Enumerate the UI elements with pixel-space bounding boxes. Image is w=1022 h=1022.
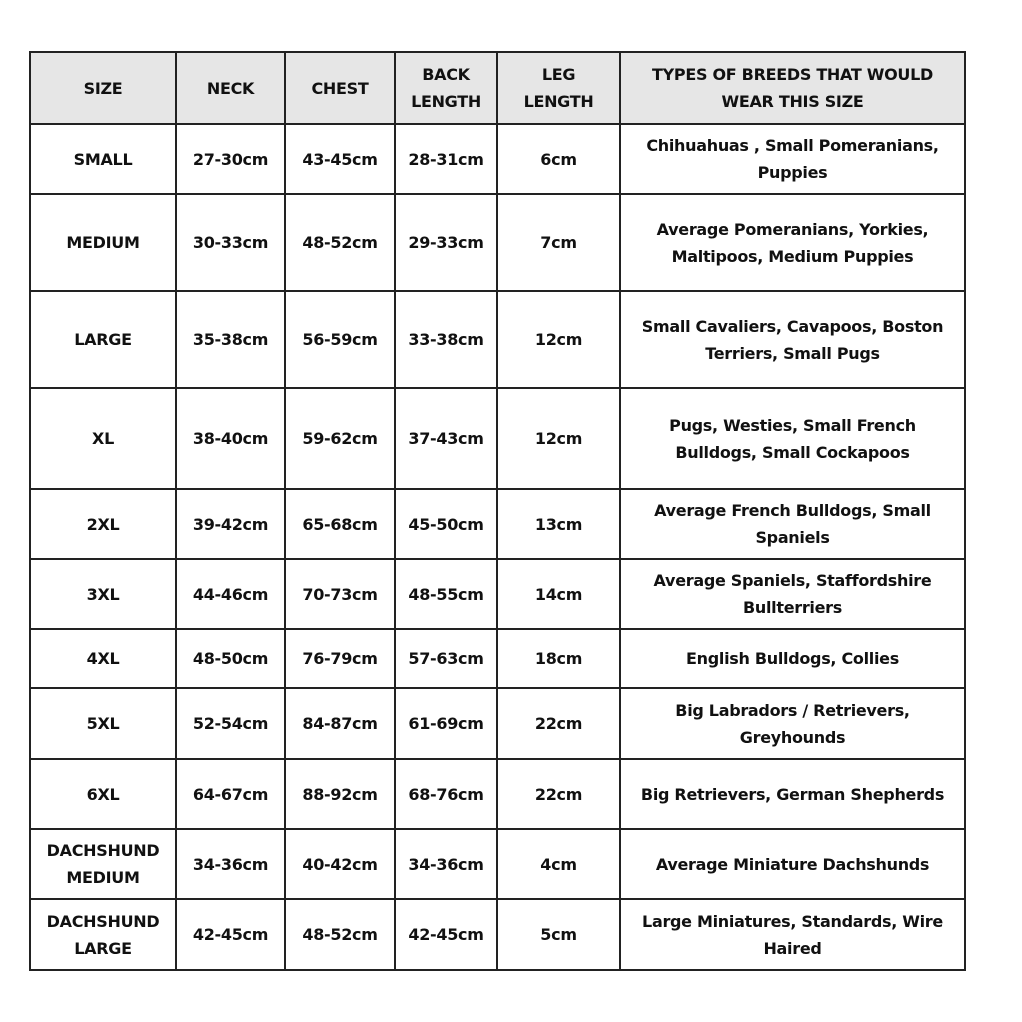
neck-cell: 38-40cm <box>176 388 285 489</box>
breeds-cell: Average French Bulldogs, Small Spaniels <box>620 489 965 559</box>
breeds-cell: Pugs, Westies, Small French Bulldogs, Small Cockapoos <box>620 388 965 489</box>
breeds-cell: Large Miniatures, Standards, Wire Haired <box>620 899 965 970</box>
breeds-cell: Chihuahuas , Small Pomeranians, Puppies <box>620 124 965 194</box>
back-length-cell: 37-43cm <box>395 388 497 489</box>
chest-cell: 48-52cm <box>285 899 395 970</box>
leg-length-cell: 18cm <box>497 629 620 688</box>
header-chest: CHEST <box>285 52 395 124</box>
size-cell: MEDIUM <box>30 194 176 291</box>
neck-cell: 39-42cm <box>176 489 285 559</box>
size-cell: SMALL <box>30 124 176 194</box>
leg-length-cell: 12cm <box>497 291 620 388</box>
leg-length-cell: 5cm <box>497 899 620 970</box>
back-length-cell: 48-55cm <box>395 559 497 629</box>
breeds-cell: Big Retrievers, German Shepherds <box>620 759 965 829</box>
back-length-cell: 42-45cm <box>395 899 497 970</box>
neck-cell: 30-33cm <box>176 194 285 291</box>
neck-cell: 44-46cm <box>176 559 285 629</box>
chest-cell: 40-42cm <box>285 829 395 899</box>
back-length-cell: 29-33cm <box>395 194 497 291</box>
table-row <box>30 489 965 559</box>
size-cell: 3XL <box>30 559 176 629</box>
breeds-cell: Average Spaniels, Staffordshire Bullterriers <box>620 559 965 629</box>
chest-cell: 88-92cm <box>285 759 395 829</box>
leg-length-cell: 22cm <box>497 759 620 829</box>
size-cell: DACHSHUND LARGE <box>30 899 176 970</box>
size-cell: 5XL <box>30 688 176 759</box>
header-size: SIZE <box>30 52 176 124</box>
breeds-cell: Big Labradors / Retrievers, Greyhounds <box>620 688 965 759</box>
table-row <box>30 559 965 629</box>
table-row <box>30 688 965 759</box>
table-row <box>30 194 965 291</box>
leg-length-cell: 6cm <box>497 124 620 194</box>
leg-length-cell: 22cm <box>497 688 620 759</box>
header-breeds: TYPES OF BREEDS THAT WOULD WEAR THIS SIZE <box>620 52 965 124</box>
back-length-cell: 61-69cm <box>395 688 497 759</box>
chest-cell: 59-62cm <box>285 388 395 489</box>
table-row <box>30 291 965 388</box>
back-length-cell: 34-36cm <box>395 829 497 899</box>
leg-length-cell: 4cm <box>497 829 620 899</box>
neck-cell: 35-38cm <box>176 291 285 388</box>
neck-cell: 34-36cm <box>176 829 285 899</box>
size-cell: 6XL <box>30 759 176 829</box>
neck-cell: 52-54cm <box>176 688 285 759</box>
chest-cell: 76-79cm <box>285 629 395 688</box>
back-length-cell: 28-31cm <box>395 124 497 194</box>
leg-length-cell: 14cm <box>497 559 620 629</box>
back-length-cell: 57-63cm <box>395 629 497 688</box>
back-length-cell: 33-38cm <box>395 291 497 388</box>
header-row <box>30 52 965 124</box>
header-leg-length: LEG LENGTH <box>497 52 620 124</box>
back-length-cell: 68-76cm <box>395 759 497 829</box>
size-cell: LARGE <box>30 291 176 388</box>
size-cell: 2XL <box>30 489 176 559</box>
breeds-cell: Average Miniature Dachshunds <box>620 829 965 899</box>
size-cell: 4XL <box>30 629 176 688</box>
neck-cell: 42-45cm <box>176 899 285 970</box>
chest-cell: 56-59cm <box>285 291 395 388</box>
table-row <box>30 388 965 489</box>
breeds-cell: Small Cavaliers, Cavapoos, Boston Terriers, Small Pugs <box>620 291 965 388</box>
size-cell: XL <box>30 388 176 489</box>
back-length-cell: 45-50cm <box>395 489 497 559</box>
chest-cell: 70-73cm <box>285 559 395 629</box>
header-back-length: BACK LENGTH <box>395 52 497 124</box>
table-header <box>30 52 965 124</box>
chest-cell: 48-52cm <box>285 194 395 291</box>
size-cell: DACHSHUND MEDIUM <box>30 829 176 899</box>
neck-cell: 64-67cm <box>176 759 285 829</box>
chest-cell: 43-45cm <box>285 124 395 194</box>
table-body <box>30 124 965 970</box>
header-neck: NECK <box>176 52 285 124</box>
table-row <box>30 829 965 899</box>
breeds-cell: English Bulldogs, Collies <box>620 629 965 688</box>
chest-cell: 65-68cm <box>285 489 395 559</box>
leg-length-cell: 12cm <box>497 388 620 489</box>
neck-cell: 27-30cm <box>176 124 285 194</box>
size-chart-table <box>29 51 966 971</box>
leg-length-cell: 13cm <box>497 489 620 559</box>
table-row <box>30 124 965 194</box>
table-row <box>30 629 965 688</box>
table-row <box>30 759 965 829</box>
chest-cell: 84-87cm <box>285 688 395 759</box>
table-row <box>30 899 965 970</box>
neck-cell: 48-50cm <box>176 629 285 688</box>
leg-length-cell: 7cm <box>497 194 620 291</box>
breeds-cell: Average Pomeranians, Yorkies, Maltipoos, Medium Puppies <box>620 194 965 291</box>
